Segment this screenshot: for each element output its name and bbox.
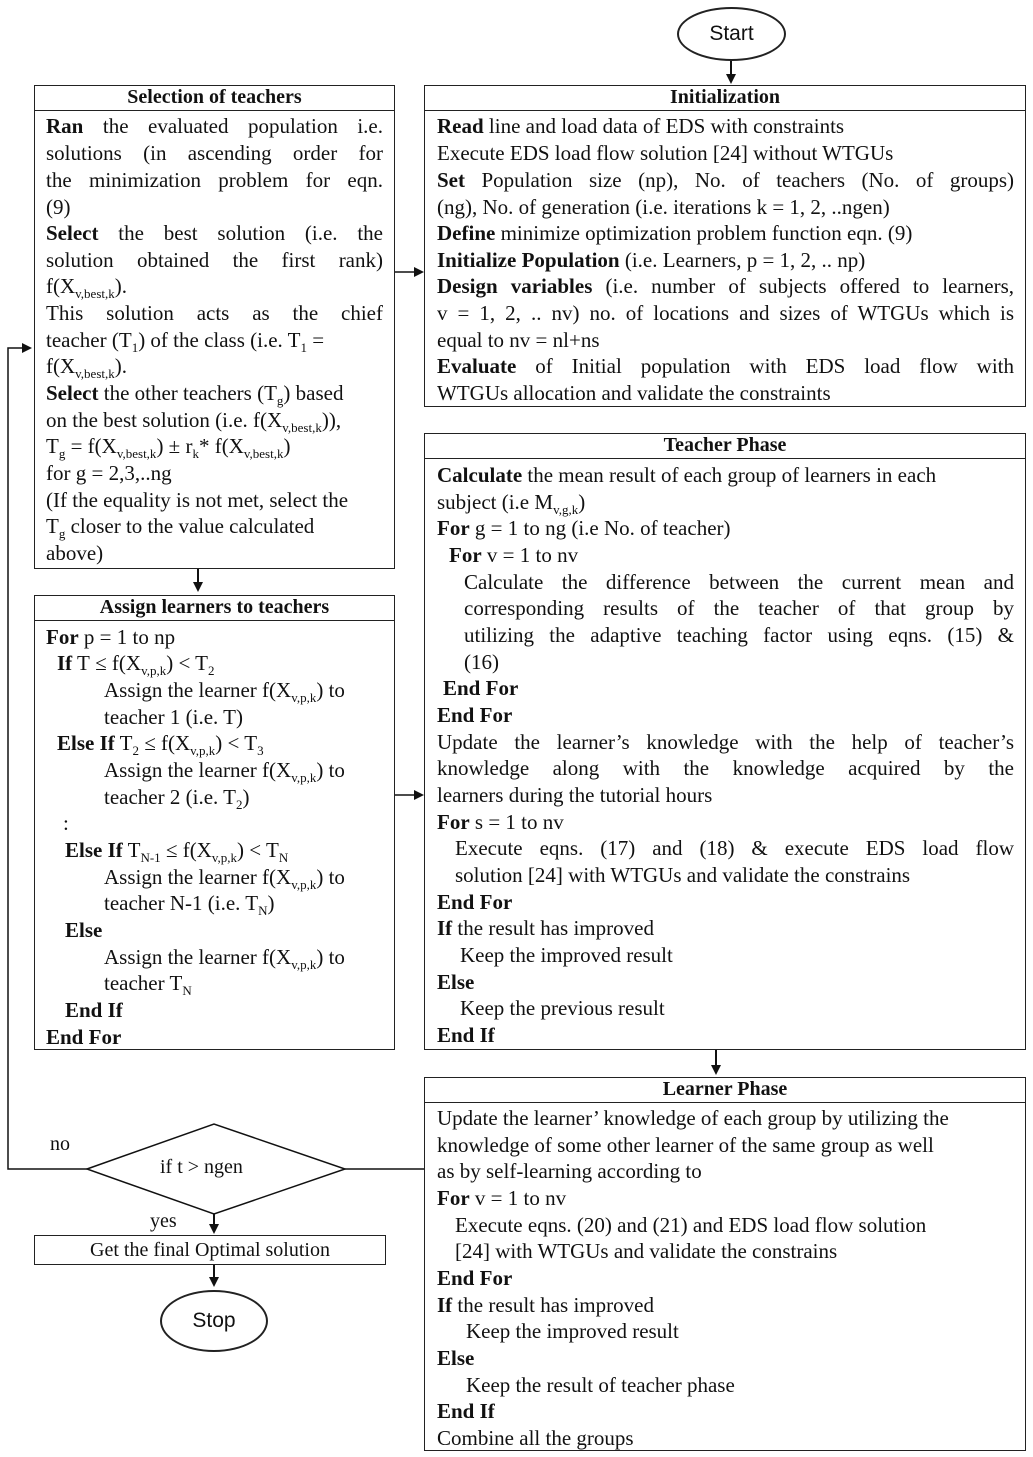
text-line: knowledge along with the knowledge acquired by the	[437, 756, 1014, 780]
text-line: End If	[437, 1399, 495, 1423]
text-line: Assign the learner $f(X_{v,p,k})$ to	[104, 865, 345, 893]
text-line: End For	[437, 703, 513, 727]
teacher-title: Teacher Phase	[425, 434, 1025, 459]
decision-text: if t > ngen	[160, 1156, 243, 1178]
text-line: subject (i.e $M_{v,g,k}$)	[437, 490, 586, 518]
text-line: Else If $T_2 \le f(X_{v,p,k}) < T_3$	[57, 731, 264, 759]
text-line: Assign the learner $f(X_{v,p,k})$ to	[104, 758, 345, 786]
text-line: equal to nv = nl+ns	[437, 328, 600, 352]
text-line: Else	[437, 970, 475, 994]
text-line: Evaluate of Initial population with EDS load flow with	[437, 354, 1014, 378]
text-line: End For	[443, 676, 519, 700]
start-terminal: Start	[677, 7, 786, 61]
text-line: (16)	[464, 650, 499, 674]
text-line: (9)	[46, 195, 71, 219]
text-line: v = 1, 2, .. nv) no. of locations and sizes of WTGUs which is	[437, 301, 1014, 325]
text-line: End For	[46, 1025, 122, 1049]
text-line: For v = 1 to nv	[437, 1186, 567, 1210]
text-line: Select the best solution (i.e. the	[46, 221, 383, 245]
text-line: Initialize Population (i.e. Learners, p = 1, 2, .. np)	[437, 248, 866, 272]
text-line: solutions (in ascending order for	[46, 141, 383, 165]
text-line: Keep the improved result	[466, 1319, 679, 1343]
text-line: Assign the learner $f(X_{v,p,k})$ to	[104, 945, 345, 973]
text-line: learners during the tutorial hours	[437, 783, 713, 807]
text-line: Keep the result of teacher phase	[466, 1373, 735, 1397]
text-line: Keep the improved result	[460, 943, 673, 967]
text-line: Execute eqns. (20) and (21) and EDS load flow solution	[455, 1213, 927, 1237]
text-line: (If the equality is not met, select the	[46, 488, 349, 512]
text-line: For p = 1 to np	[46, 625, 176, 649]
text-line: Select the other teachers $(T_g)$ based	[46, 381, 344, 409]
text-line: Read line and load data of EDS with constraints	[437, 114, 845, 138]
text-line: $T_g$ closer to the value calculated	[46, 514, 315, 542]
text-line: Calculate the mean result of each group of learners in each	[437, 463, 937, 487]
text-line: Define minimize optimization problem function eqn. (9)	[437, 221, 913, 245]
text-line: Update the learner’ knowledge of each group by utilizing the	[437, 1106, 949, 1130]
text-line: If the result has improved	[437, 916, 654, 940]
text-line: Calculate the difference between the current mean and	[464, 570, 1014, 594]
text-line: End If	[437, 1023, 495, 1047]
text-line: $T_g = f(X_{v,best,k}) \pm r_k*$ $f(X_{v,best,k})$	[46, 434, 291, 462]
stop-terminal: Stop	[160, 1290, 268, 1352]
text-line: knowledge of some other learner of the same group as well	[437, 1133, 934, 1157]
text-line: Else	[437, 1346, 475, 1370]
text-line: utilizing the adaptive teaching factor using eqns. (15) &	[464, 623, 1014, 647]
text-line: solution [24] with WTGUs and validate the constrains	[455, 863, 911, 887]
selection-title: Selection of teachers	[35, 86, 394, 111]
text-line: Set Population size (np), No. of teachers (No. of groups)	[437, 168, 1014, 192]
text-line: If the result has improved	[437, 1293, 654, 1317]
text-line: Ran the evaluated population i.e.	[46, 114, 383, 138]
init-title: Initialization	[425, 86, 1025, 111]
text-line: corresponding results of the teacher of that group by	[464, 596, 1014, 620]
text-line: Else If $T_{N-1} \le f(X_{v,p,k}) < T_N$	[65, 838, 289, 866]
text-line: $f(X_{v,best,k})$.	[46, 274, 128, 302]
text-line: Execute EDS load flow solution [24] without WTGUs	[437, 141, 894, 165]
text-line: For v = 1 to nv	[449, 543, 579, 567]
text-line: teacher $(T_1)$ of the class (i.e. $T_1$ =	[46, 328, 325, 356]
text-line: End For	[437, 1266, 513, 1290]
text-line: teacher $T_N$	[104, 971, 192, 999]
text-line: Assign the learner $f(X_{v,p,k})$ to	[104, 678, 345, 706]
text-line: :	[63, 811, 69, 835]
text-line: (ng), No. of generation (i.e. iterations k = 1, 2, ..ngen)	[437, 195, 890, 219]
assign-title: Assign learners to teachers	[35, 596, 394, 621]
text-line: on the best solution (i.e. $f(X_{v,best,k})$),	[46, 408, 342, 436]
text-line: Else	[65, 918, 103, 942]
text-line: teacher 1 (i.e. T)	[104, 705, 243, 729]
final-solution-box: Get the final Optimal solution	[34, 1235, 386, 1265]
text-line: $f(X_{v,best,k})$.	[46, 354, 128, 382]
yes-label: yes	[150, 1210, 177, 1232]
learner-title: Learner Phase	[425, 1078, 1025, 1103]
text-line: above)	[46, 541, 104, 565]
text-line: Design variables (i.e. number of subjects offered to learners,	[437, 274, 1014, 298]
text-line: For g = 1 to ng (i.e No. of teacher)	[437, 516, 731, 540]
text-line: Keep the previous result	[460, 996, 665, 1020]
text-line: Execute eqns. (17) and (18) & execute EDS load flow	[455, 836, 1014, 860]
no-label: no	[50, 1133, 70, 1155]
text-line: as by self-learning according to	[437, 1159, 702, 1183]
text-line: [24] with WTGUs and validate the constrains	[455, 1239, 838, 1263]
text-line: If $T \le f(X_{v,p,k}) < T_2$	[57, 651, 215, 679]
text-line: End If	[65, 998, 123, 1022]
text-line: teacher N-1 (i.e. $T_N$)	[104, 891, 275, 919]
text-line: teacher 2 (i.e. $T_2$)	[104, 785, 250, 813]
text-line: the minimization problem for eqn.	[46, 168, 383, 192]
text-line: solution obtained the first rank)	[46, 248, 383, 272]
text-line: End For	[437, 890, 513, 914]
text-line: for g = 2,3,..ng	[46, 461, 172, 485]
text-line: Update the learner’s knowledge with the help of teacher’s	[437, 730, 1014, 754]
text-line: For s = 1 to nv	[437, 810, 564, 834]
text-line: Combine all the groups	[437, 1426, 634, 1450]
text-line: WTGUs allocation and validate the constraints	[437, 381, 831, 405]
text-line: This solution acts as the chief	[46, 301, 383, 325]
